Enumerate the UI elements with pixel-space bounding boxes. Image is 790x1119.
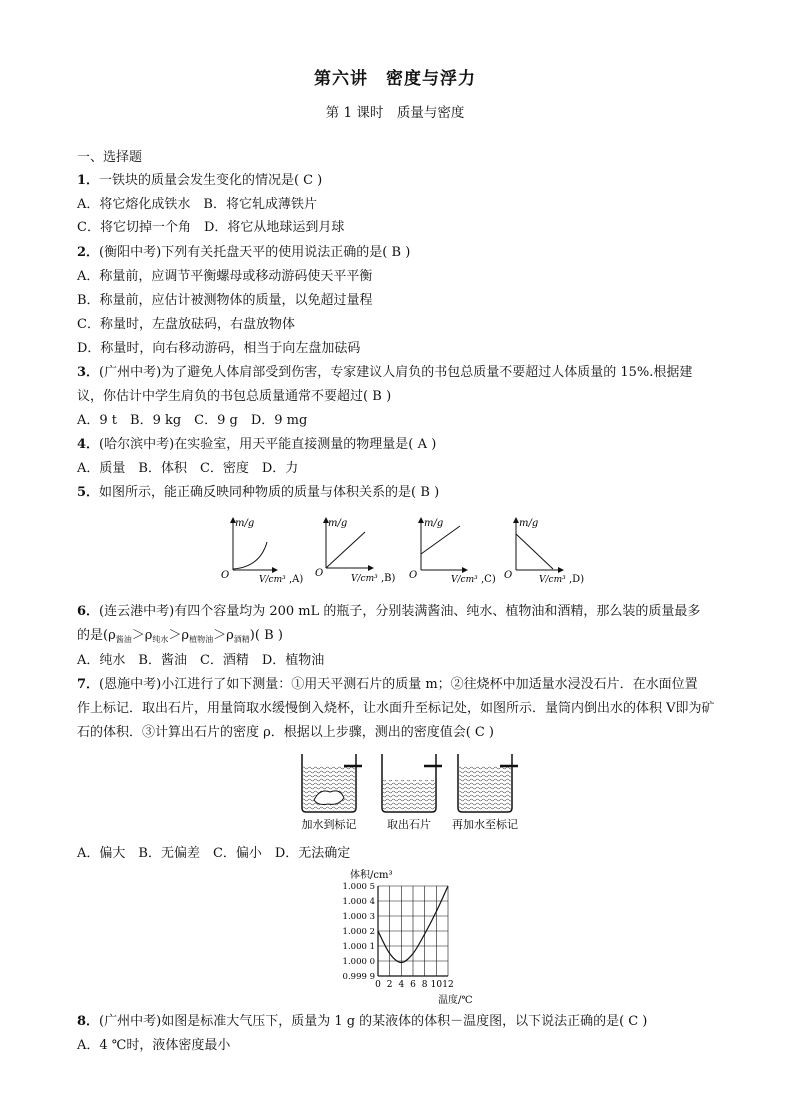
graph-tag: ,D) bbox=[569, 574, 585, 585]
beaker-caption: 再加水至标记 bbox=[452, 818, 518, 831]
question-stem: (广州中考)为了避免人体肩部受到伤害，专家建议人肩负的书包总质量不要超过人体质量的 15%.根据建 bbox=[99, 365, 693, 380]
answer: B bbox=[372, 389, 382, 404]
page-title: 第六讲 密度与浮力 bbox=[314, 69, 476, 89]
y-tick-label: 1.000 5 bbox=[342, 882, 375, 892]
paren-close: ) bbox=[488, 725, 494, 740]
y-tick-label: 1.000 1 bbox=[342, 942, 375, 952]
paren-close: ) bbox=[405, 245, 411, 260]
paren-close: ) bbox=[431, 437, 437, 452]
beaker-3 bbox=[452, 754, 518, 831]
x-tick-label: 4 bbox=[398, 980, 405, 990]
graph-origin: O bbox=[504, 570, 513, 581]
question-1 bbox=[77, 173, 322, 189]
question-5 bbox=[77, 485, 439, 501]
x-tick-label: 0 bbox=[375, 980, 381, 990]
option-b: B．称量前，应估计被测物体的质量，以免超过量程 bbox=[77, 293, 373, 308]
question-number: 5． bbox=[77, 485, 100, 500]
chart-y-ticks bbox=[343, 882, 375, 982]
paren-close: ) bbox=[386, 389, 392, 404]
question-7 bbox=[77, 677, 698, 693]
x-tick-label: 2 bbox=[386, 980, 393, 990]
answer: A bbox=[417, 437, 427, 452]
rho-symbol: ρ bbox=[181, 628, 190, 643]
question-number: 1． bbox=[77, 173, 100, 188]
answer: B bbox=[391, 245, 402, 260]
graph-ylabel: m/g bbox=[235, 518, 255, 529]
y-tick-label: 1.000 0 bbox=[342, 957, 375, 967]
x-tick-label: 8 bbox=[421, 980, 428, 990]
graph-origin: O bbox=[315, 568, 324, 579]
question-stem: 的是( bbox=[77, 628, 109, 643]
chart-xlabel: 温度/℃ bbox=[438, 995, 473, 1006]
question-stem: (恩施中考)小江进行了如下测量：①用天平测石片的质量 m；②往烧杯中加适量水浸没石片．在水面位置 bbox=[99, 677, 698, 692]
graph-xlabel: V/cm³ bbox=[451, 575, 478, 585]
question-stem: 一铁块的质量会发生变化的情况是( bbox=[99, 173, 300, 188]
subscript: 酒精 bbox=[233, 635, 250, 644]
answer: C bbox=[303, 173, 314, 188]
question-3 bbox=[77, 365, 692, 381]
mass-volume-graphs bbox=[215, 512, 605, 590]
y-tick-label: 1.000 4 bbox=[342, 897, 375, 907]
question-number: 7． bbox=[77, 677, 100, 692]
beaker-1 bbox=[302, 754, 363, 831]
rho-symbol: ρ bbox=[144, 628, 153, 643]
graph-origin: O bbox=[221, 570, 230, 581]
options-line: A．将它熔化成铁水 B．将它轧成薄铁片 bbox=[77, 197, 317, 212]
question-7-cont: 作上标记．取出石片，用量筒取水缓慢倒入烧杯，让水面升至标记处，如图所示．量筒内倒出水的体积 V即为矿 bbox=[77, 701, 715, 716]
gt-sign: ＞ bbox=[131, 628, 145, 643]
question-stem: (哈尔滨中考)在实验室，用天平能直接测量的物理量是( bbox=[99, 437, 414, 452]
chart-x-ticks bbox=[375, 980, 454, 990]
y-tick-label: 0.999 9 bbox=[342, 972, 375, 982]
option-a: A．称量前，应调节平衡螺母或移动游码使天平平衡 bbox=[77, 269, 373, 284]
section-heading: 一、选择题 bbox=[77, 150, 143, 165]
options-line: A．质量 B．体积 C．密度 D．力 bbox=[77, 461, 299, 476]
rho-symbol: ρ bbox=[108, 628, 116, 643]
question-stem: (广州中考)如图是标准大气压下，质量为 1 g 的某液体的体积－温度图，以下说法正确的是( bbox=[99, 1014, 625, 1029]
question-4 bbox=[77, 437, 436, 453]
question-stem: 如图所示，能正确反映同种物质的质量与体积关系的是( bbox=[99, 485, 417, 500]
graph-tag: ,B) bbox=[381, 573, 396, 584]
question-number: 6． bbox=[77, 604, 100, 619]
beaker-2 bbox=[382, 754, 442, 831]
y-tick-label: 1.000 3 bbox=[342, 912, 375, 922]
gt-sign: ＞ bbox=[168, 628, 182, 643]
graph-c bbox=[409, 518, 496, 585]
question-stem: 议，你估计中学生肩负的书包总质量通常不要超过( bbox=[77, 389, 369, 404]
graph-d bbox=[504, 518, 584, 585]
gt-sign: ＞ bbox=[213, 628, 227, 643]
graph-b bbox=[315, 518, 396, 584]
question-stem: (连云港中考)有四个容量均为 200 mL 的瓶子，分别装满酱油、纯水、植物油和酒精，那么装的质量最多 bbox=[99, 604, 701, 619]
beaker-caption: 取出石片 bbox=[387, 818, 431, 831]
question-stem: (衡阳中考)下列有关托盘天平的使用说法正确的是( bbox=[99, 245, 388, 260]
paren-close: ) bbox=[317, 173, 323, 188]
paren-close: ) bbox=[277, 628, 283, 643]
chart-grid bbox=[378, 886, 448, 976]
question-3-cont bbox=[77, 389, 391, 405]
subscript: 酱油 bbox=[115, 635, 132, 644]
beaker-illustration bbox=[296, 750, 536, 832]
page-subtitle: 第 1 课时 质量与密度 bbox=[325, 105, 465, 121]
beaker-caption: 加水到标记 bbox=[301, 818, 357, 831]
chart-ylabel: 体积/cm³ bbox=[350, 870, 393, 881]
question-6-cont: 的是$(\rho_{酱油}>\rho_{纯水}>\rho_{植物油}>\rho_{酒精})$( B ) bbox=[77, 628, 283, 644]
graph-ylabel: m/g bbox=[519, 518, 539, 529]
rho-symbol: ρ bbox=[226, 628, 234, 643]
graph-xlabel: V/cm³ bbox=[259, 575, 286, 585]
answer: B bbox=[264, 628, 274, 643]
paren-close: ) bbox=[434, 485, 440, 500]
graph-ylabel: m/g bbox=[328, 518, 348, 529]
graph-tag: ,A) bbox=[289, 574, 304, 585]
question-6 bbox=[77, 604, 700, 620]
question-number: 8． bbox=[77, 1014, 100, 1029]
graph-origin: O bbox=[409, 570, 418, 581]
graph-a bbox=[221, 518, 303, 585]
answer: C bbox=[628, 1014, 639, 1029]
question-number: 3． bbox=[77, 365, 100, 380]
answer: B bbox=[420, 485, 430, 500]
options-line: A．纯水 B．酱油 C．酒精 D．植物油 bbox=[77, 653, 325, 668]
answer: C bbox=[474, 725, 485, 740]
graph-xlabel: V/cm³ bbox=[539, 575, 566, 585]
question-8 bbox=[77, 1014, 647, 1030]
graph-tag: ,C) bbox=[481, 574, 496, 585]
subscript: 植物油 bbox=[189, 635, 214, 644]
option-a: A．4 ℃时，液体密度最小 bbox=[77, 1038, 231, 1053]
question-2 bbox=[77, 245, 410, 261]
option-c: C．称量时，左盘放砝码，右盘放物体 bbox=[77, 317, 295, 332]
question-stem: 石的体积．③计算出石片的密度 ρ．根据以上步骤，测出的密度值会( bbox=[77, 725, 471, 740]
subscript: 纯水 bbox=[152, 635, 169, 644]
option-d: D．称量时，向右移动游码，相当于向左盘加砝码 bbox=[77, 341, 361, 356]
x-tick-label: 12 bbox=[442, 980, 454, 990]
paren-close: ) bbox=[642, 1014, 648, 1029]
options-line: C．将它切掉一个角 D．将它从地球运到月球 bbox=[77, 220, 345, 235]
graph-xlabel: V/cm³ bbox=[351, 574, 378, 584]
x-tick-label: 10 bbox=[430, 980, 443, 990]
options-line: A．偏大 B．无偏差 C．偏小 D．无法确定 bbox=[77, 846, 351, 861]
y-tick-label: 1.000 2 bbox=[342, 927, 375, 937]
volume-temperature-chart bbox=[330, 866, 480, 1006]
question-number: 2． bbox=[77, 245, 100, 260]
question-7-cont2 bbox=[77, 725, 494, 741]
graph-ylabel: m/g bbox=[424, 518, 444, 529]
question-number: 4． bbox=[77, 437, 100, 452]
x-tick-label: 6 bbox=[410, 980, 416, 990]
options-line: A．9 t B．9 kg C．9 g D．9 mg bbox=[77, 413, 308, 428]
